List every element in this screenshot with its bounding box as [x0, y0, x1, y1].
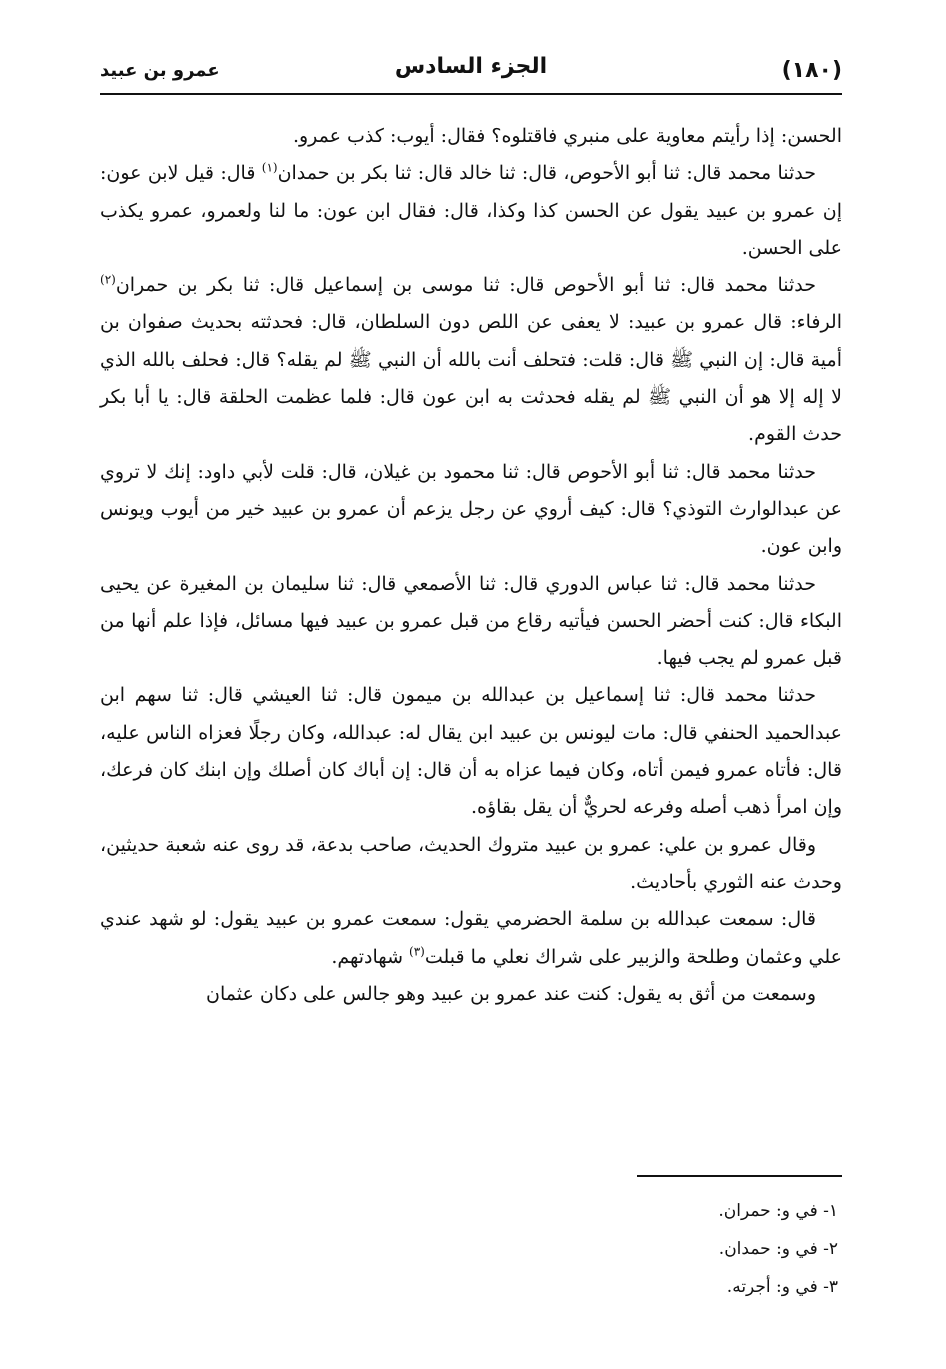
paragraph: قال: سمعت عبدالله بن سلمة الحضرمي يقول: سمعت عمرو بن عبيد يقول: لو شهد عندي علي وعثمان وطلحة والزبير على شراك نعلي ما قبلت$^{(٣)}$ شهادتهم. [100, 908, 842, 968]
header-rule [100, 93, 842, 95]
footnote-reference[interactable]: (٢) [100, 272, 116, 287]
paragraph: حدثنا محمد قال: ثنا أبو الأحوص، قال: ثنا خالد قال: ثنا بكر بن حمدان$^{(١)}$ قال: قيل لابن عون: إن عمرو بن عبيد يقول عن الحسن كذا وكذا، قال: فقال ابن عون: ما لنا ولعمرو، عمرو يكذب على الحسن. [100, 160, 842, 259]
footnote-item: ١- في و: حمران. [718, 1201, 838, 1221]
footnote-separator [637, 1175, 842, 1177]
footnote-reference[interactable]: (١) [261, 160, 278, 175]
running-header [100, 52, 842, 92]
paragraph: الحسن: إذا رأيتم معاوية على منبري فاقتلوه؟ فقال: أيوب: كذب عمرو. [292, 125, 842, 147]
paragraph: وقال عمرو بن علي: عمرو بن عبيد متروك الحديث، صاحب بدعة، قد روى عنه شعبة حديثين، وحدث عنه الثوري بأحاديث. [100, 833, 842, 893]
volume-title: الجزء السادس [394, 54, 548, 79]
main-text [100, 118, 842, 1013]
paragraph: حدثنا محمد قال: ثنا أبو الأحوص قال: ثنا محمود بن غيلان، قال: قلت لأبي داود: إنك لا تروي عن عبدالوارث التوذي؟ قال: كيف أروي عن رجل يزعم أن عمرو بن عبيد خير من أيوب ويونس وابن عون. [100, 460, 842, 558]
paragraph: حدثنا محمد قال: ثنا إسماعيل بن عبدالله بن ميمون قال: ثنا العيشي قال: ثنا سهم ابن عبدالحميد الحنفي قال: مات ليونس بن عبيد ابن يقال له: عبدالله، وكان رجلًا فعزاه الناس عليه، قال: فأتاه عمرو فيمن أتاه، وكان فيما عزاه به أن قال: إن أباك كان أصلك وإن ابنك كان فرعك، وإن امرأ ذهب أصله وفرعه لحريٌّ أن يقل بقاؤه. [100, 684, 842, 819]
entry-name: عمرو بن عبيد [100, 60, 220, 81]
footnotes [100, 1192, 838, 1306]
footnote-item: ٢- في و: حمدان. [718, 1239, 838, 1259]
footnote-reference[interactable]: (٣) [409, 944, 425, 959]
paragraph: حدثنا محمد قال: ثنا عباس الدوري قال: ثنا الأصمعي قال: ثنا سليمان بن المغيرة عن يحيى البكاء قال: كنت أحضر الحسن فيأتيه رقاع من قبل عمرو بن عبيد فيها مسائل، فإذا علم أنها من قبل عمرو لم يجب فيها. [100, 572, 842, 670]
page-number: (١٨٠) [781, 58, 842, 83]
footnote-item: ٣- في و: أجرته. [726, 1277, 838, 1297]
paragraph: حدثنا محمد قال: ثنا أبو الأحوص قال: ثنا موسى بن إسماعيل قال: ثنا بكر بن حمران$^{(٢)}$ الرفاء: قال عمرو بن عبيد: لا يعفى عن اللص دون السلطان، قال: فحدثته بحديث صفوان بن أمية قال: إن النبي ﷺ قال: قلت: فتحلف أنت بالله أن النبي ﷺ لم يقله؟ قال: فحلف بالله الذي لا إله إلا هو أن النبي ﷺ لم يقله فحدثت به ابن عون قال: فلما عظمت الحلقة قال: يا أبا بكر حدث القوم. [100, 272, 843, 446]
paragraph: وسمعت من أثق به يقول: كنت عند عمرو بن عبيد وهو جالس على دكان عثمان [206, 982, 816, 1005]
